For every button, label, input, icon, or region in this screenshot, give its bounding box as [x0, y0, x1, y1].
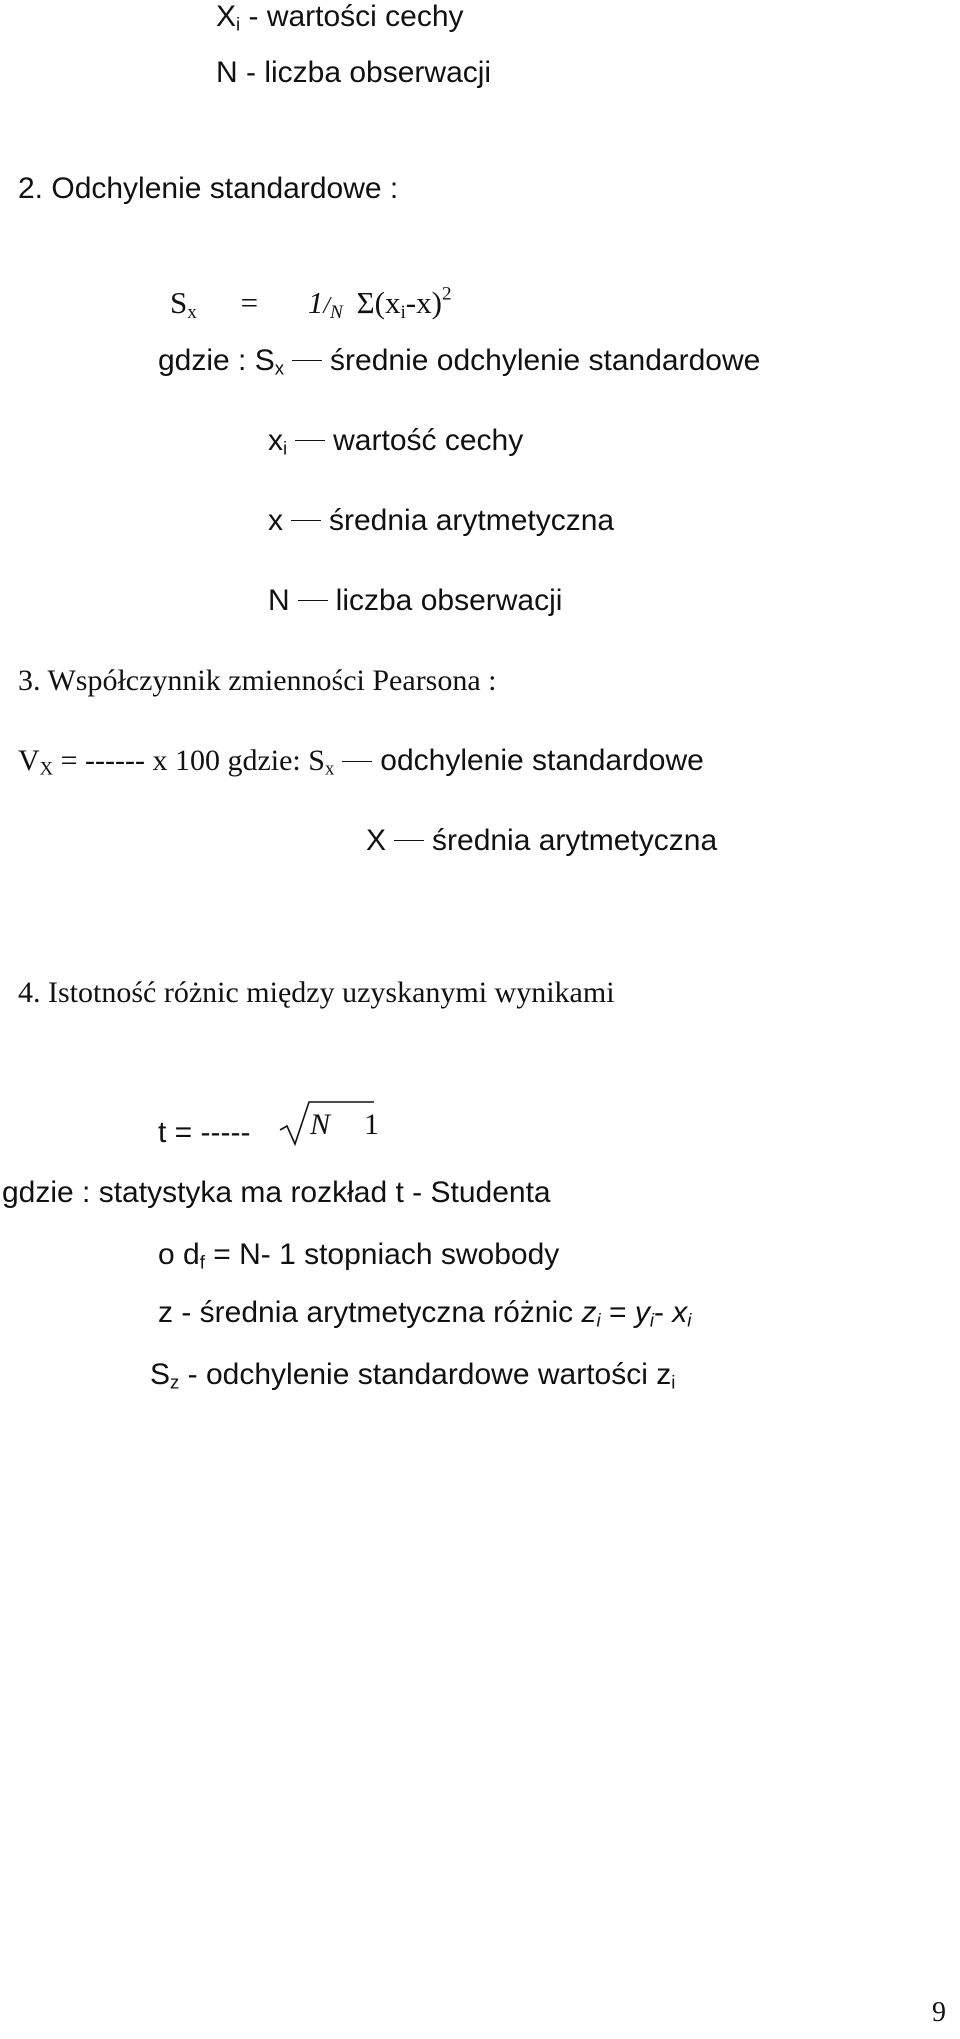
dash-glyph — [394, 840, 424, 841]
formula-frac-num: 1 — [307, 285, 324, 320]
pearson-def2-sym: X — [366, 824, 387, 857]
sz-sub: z — [170, 1371, 180, 1393]
dash-glyph — [291, 520, 321, 521]
pearson-v: V — [18, 744, 40, 777]
z-pre: z - średnia arytmetyczna różnic — [158, 1296, 582, 1329]
formula-power: 2 — [441, 283, 452, 305]
def-n-sym: N — [268, 584, 290, 617]
z-xi: x — [672, 1296, 688, 1329]
section2-heading: 2. Odchylenie standardowe : — [18, 172, 399, 205]
pearson-def2-text: średnia arytmetyczna — [432, 824, 718, 857]
sqrt-one: 1 — [364, 1108, 379, 1141]
def-xi-sub: i — [283, 437, 288, 459]
section4-heading: 4. Istotność różnic między uzyskanymi wynikami — [18, 976, 615, 1009]
pearson-def: odchylenie standardowe — [380, 744, 704, 777]
sz-tail-sub: i — [671, 1371, 676, 1393]
xi-subscript: i — [236, 13, 241, 35]
pearson-formula — [18, 744, 704, 778]
z-xi-sub: i — [687, 1309, 692, 1331]
formula-frac-den: N — [330, 301, 343, 323]
sqrt-n: N — [310, 1108, 331, 1141]
pearson-v-sub: X — [39, 758, 54, 780]
def-x-sym: x — [268, 504, 283, 537]
formula-lhs-sub: x — [187, 301, 197, 323]
sz-text: - odchylenie standardowe wartości z — [179, 1358, 672, 1391]
dash-glyph — [295, 440, 325, 441]
def-x-text: średnia arytmetyczna — [329, 504, 615, 537]
sz-sym: S — [150, 1358, 171, 1391]
df-pre: o d — [158, 1238, 200, 1271]
xi-symbol: X — [216, 0, 237, 33]
pearson-rest: = ------ x 100 gdzie: S — [53, 744, 325, 777]
def-xi-line — [216, 0, 464, 34]
std-dev-formula: $S_x = 1/_N$ $\Sigma(x_i-x)^2$ — [170, 283, 452, 323]
pearson-s-sub: x — [324, 758, 335, 780]
pearson-def2 — [366, 824, 717, 858]
def-lead-sub: x — [274, 357, 285, 379]
z-line — [158, 1296, 691, 1330]
df-sub: f — [199, 1251, 205, 1273]
formula-lhs: S — [170, 285, 188, 320]
dash-glyph — [342, 761, 372, 762]
df-post: = N- 1 stopniach swobody — [204, 1238, 560, 1271]
def-xi2-line — [268, 424, 523, 458]
page-number: 9 — [932, 1997, 946, 2028]
dash-glyph — [298, 600, 328, 601]
z-yi: y — [634, 1296, 650, 1329]
z-eq: = — [600, 1296, 635, 1329]
def-lead: gdzie : S — [158, 344, 275, 377]
dash-glyph — [292, 360, 322, 361]
def-xi-text: wartość cechy — [333, 424, 524, 457]
formula-sigma: Σ(x — [356, 285, 401, 320]
def-n2-line — [268, 584, 562, 618]
def-n-text: liczba obserwacji — [335, 584, 563, 617]
formula-rest: -x) — [405, 285, 442, 320]
def-lead-text: średnie odchylenie standardowe — [330, 344, 761, 377]
t-description: gdzie : statystyka ma rozkład t - Studenta — [2, 1176, 551, 1209]
z-zi-sub: i — [596, 1309, 601, 1331]
xi-description: - wartości cechy — [240, 0, 464, 33]
z-minus: - — [653, 1296, 673, 1329]
formula-sub-i: i — [400, 301, 406, 323]
t-formula: t = ----- — [158, 1116, 251, 1149]
sz-line — [150, 1358, 675, 1392]
df-line — [158, 1238, 559, 1272]
section3-heading: 3. Współczynnik zmienności Pearsona : — [18, 664, 497, 697]
formula-equals: = — [240, 285, 259, 320]
def-sx-line — [158, 344, 760, 378]
def-xi-sym: x — [268, 424, 283, 457]
def-n-line: N - liczba obserwacji — [216, 56, 492, 89]
z-zi: z — [581, 1296, 597, 1329]
z-yi-sub: i — [649, 1309, 654, 1331]
def-x-line — [268, 504, 614, 538]
